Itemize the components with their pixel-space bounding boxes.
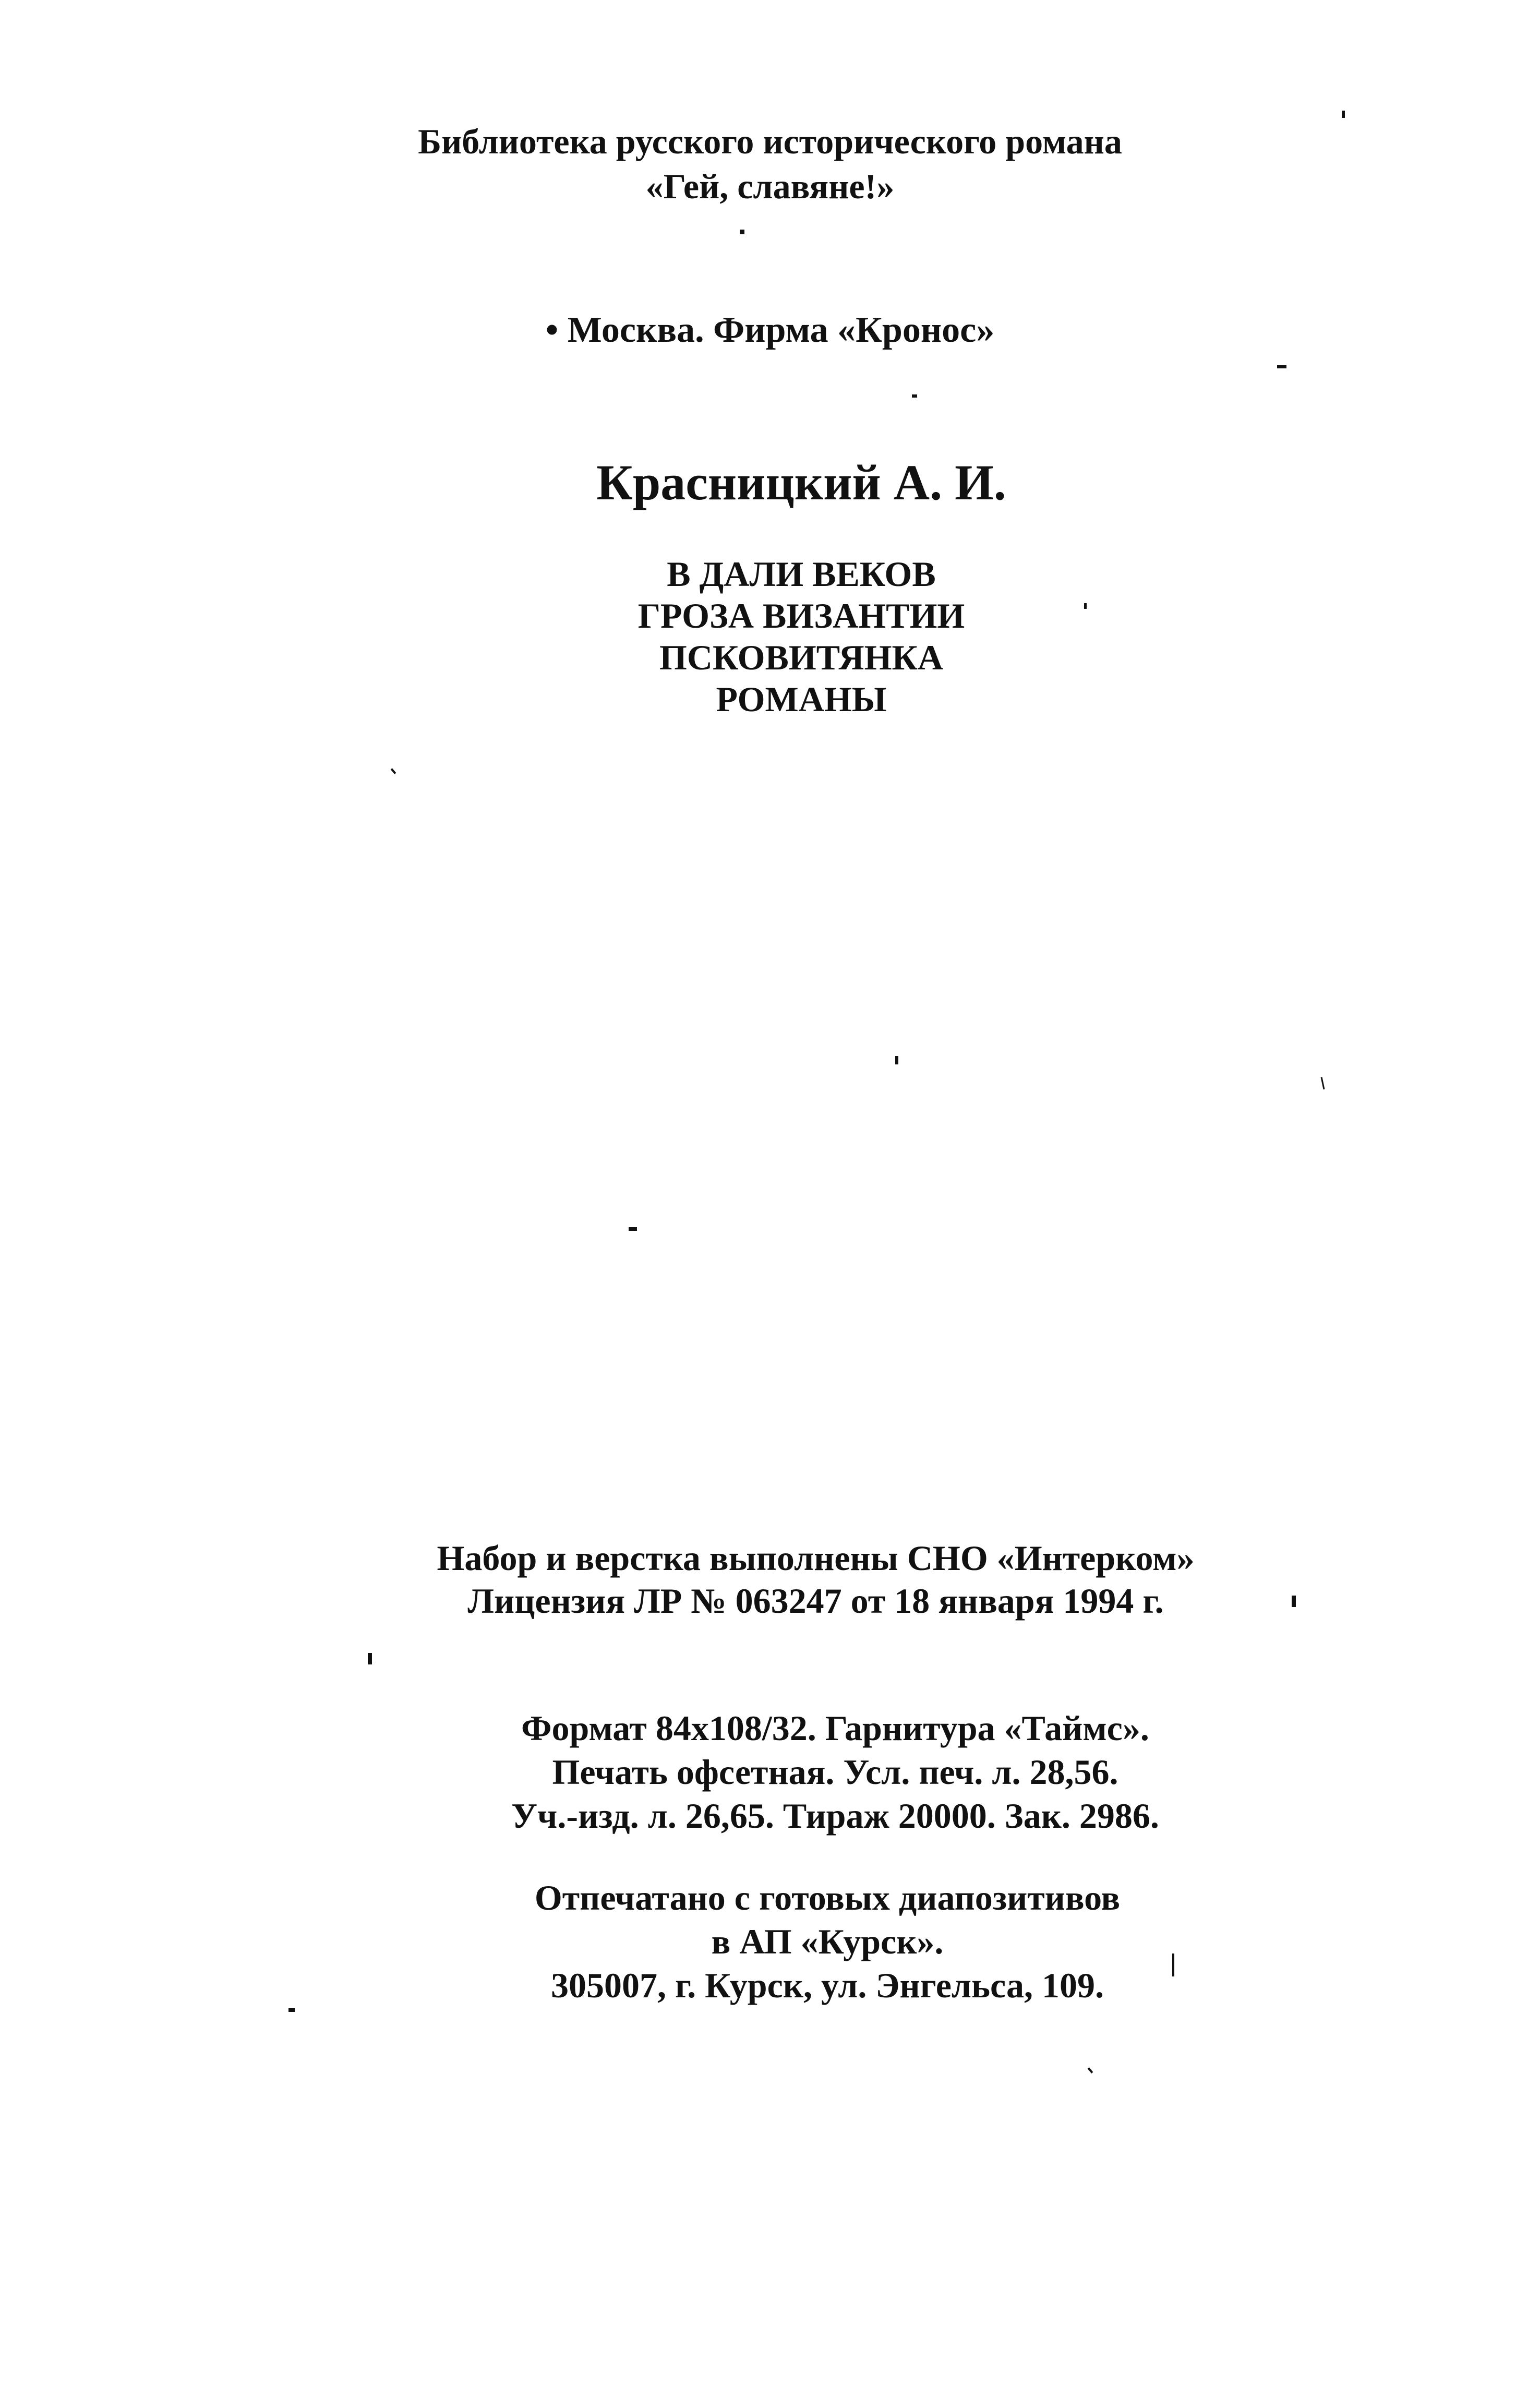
printer-address: 305007, г. Курск, ул. Энгельса, 109. [550,1965,1104,2005]
series-heading [0,119,1540,209]
print-run-line: Уч.-изд. л. 26,65. Тираж 20000. Зак. 2986. [511,1796,1159,1836]
publisher-name: • Москва. Фирма «Кронос» [545,310,995,350]
printer-name: в АП «Курск». [711,1922,944,1961]
license-line: Лицензия ЛР № 063247 от 18 января 1994 г. [467,1581,1164,1621]
scan-speck [391,768,396,774]
scan-speck [368,1653,372,1664]
scan-speck [1172,1953,1174,1976]
titles-block [0,553,1540,720]
title-2: ГРОЗА ВИЗАНТИИ [637,596,965,636]
typesetting-line: Набор и верстка выполнены СНО «Интерком» [437,1538,1195,1578]
scan-speck [1342,111,1345,118]
typesetting-credits [0,1537,1540,1622]
scan-speck [288,2008,295,2012]
author-name: Красницкий А. И. [596,454,1006,510]
scan-speck [740,230,744,234]
scan-speck [1292,1596,1296,1607]
printer-line: Отпечатано с готовых диапозитивов [534,1878,1121,1917]
scan-speck [629,1227,637,1231]
print-type-line: Печать офсетная. Усл. печ. л. 28,56. [552,1752,1118,1792]
series-title: Библиотека русского исторического романа [418,122,1122,161]
format-line: Формат 84x108/32. Гарнитура «Таймс». [521,1708,1149,1748]
series-subtitle: «Гей, славяне!» [645,166,895,206]
format-info [0,1706,1540,1838]
scan-speck [1321,1077,1325,1089]
scan-speck [1084,603,1087,609]
title-1: В ДАЛИ ВЕКОВ [667,554,936,594]
title-3: ПСКОВИТЯНКА [659,638,943,677]
printer-info [0,1876,1540,2007]
publisher-line [0,307,1540,354]
scan-speck [1088,2067,1093,2074]
scan-speck [1277,365,1286,368]
scan-speck [912,394,917,398]
genre-label: РОМАНЫ [716,679,887,719]
author-block [0,451,1540,514]
scan-speck [895,1056,898,1064]
